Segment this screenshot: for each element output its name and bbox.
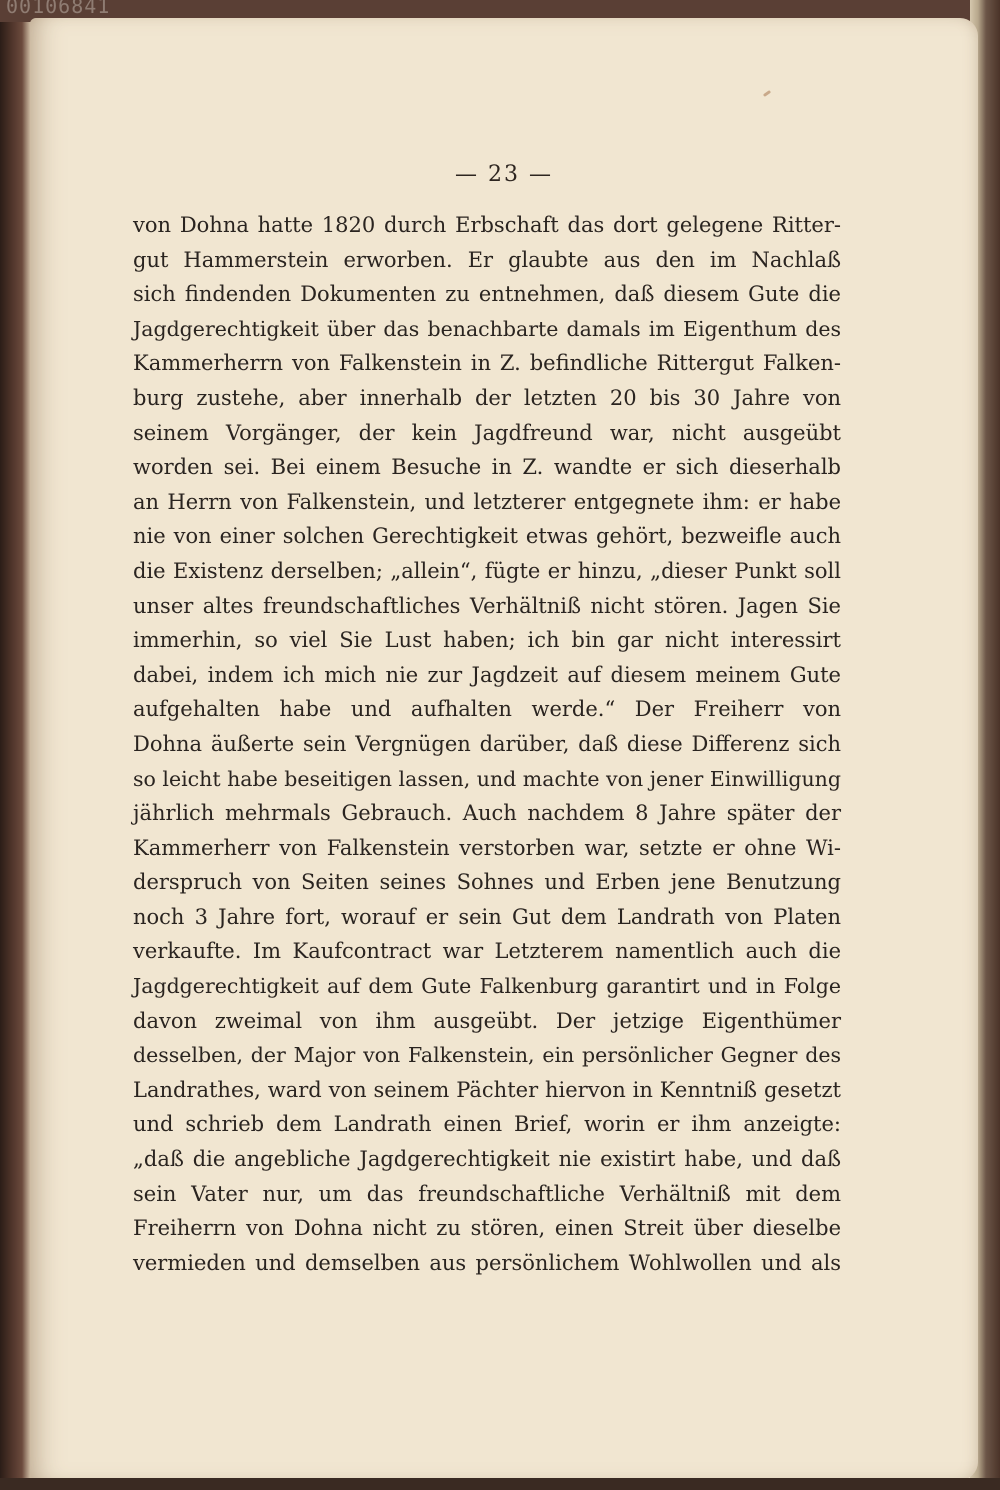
text-line: Jagdgerechtigkeit auf dem Gute Falkenburg garantirt und in Folge bbox=[133, 974, 841, 999]
text-line: jährlich mehrmals Gebrauch. Auch nachdem 8 Jahre später der bbox=[133, 801, 841, 826]
text-line: sich findenden Dokumenten zu entnehmen, daß diesem Gute die bbox=[133, 282, 841, 307]
text-line: dabei, indem ich mich nie zur Jagdzeit auf diesem meinem Gute bbox=[133, 662, 841, 687]
text-line: vermieden und demselben aus persönlichem Wohlwollen und als bbox=[133, 1250, 841, 1275]
scan-footer-strip bbox=[0, 1478, 1000, 1490]
text-line: und schrieb dem Landrath einen Brief, worin er ihm anzeigte: bbox=[133, 1112, 841, 1137]
page-number: — 23 — bbox=[455, 162, 553, 187]
paper-speck bbox=[763, 90, 771, 97]
text-line: so leicht habe beseitigen lassen, und machte von jener Einwilligung bbox=[133, 766, 841, 791]
text-line: worden sei. Bei einem Besuche in Z. wandte er sich dieserhalb bbox=[133, 455, 841, 480]
text-line: gut Hammerstein erworben. Er glaubte aus den im Nachlaß bbox=[133, 247, 841, 272]
text-line: unser altes freundschaftliches Verhältniß nicht stören. Jagen Sie bbox=[133, 593, 841, 618]
text-line: „daß die angebliche Jagdgerechtigkeit nie existirt habe, und daß bbox=[133, 1147, 841, 1172]
text-line: aufgehalten habe und aufhalten werde.“ Der Freiherr von bbox=[133, 697, 841, 722]
text-line: derspruch von Seiten seines Sohnes und Erben jene Benutzung bbox=[133, 870, 841, 895]
text-line: an Herrn von Falkenstein, und letzterer entgegnete ihm: er habe bbox=[133, 489, 841, 514]
text-line: Kammerherr von Falkenstein verstorben war, setzte er ohne Wi- bbox=[133, 835, 841, 860]
text-line: nie von einer solchen Gerechtigkeit etwas gehört, bezweifle auch bbox=[133, 524, 841, 549]
text-line: die Existenz derselben; „allein“, fügte er hinzu, „dieser Punkt soll bbox=[133, 558, 841, 583]
text-line: Freiherrn von Dohna nicht zu stören, einen Streit über dieselbe bbox=[133, 1216, 841, 1241]
text-line: noch 3 Jahre fort, worauf er sein Gut dem Landrath von Platen bbox=[133, 904, 841, 929]
text-line: davon zweimal von ihm ausgeübt. Der jetzige Eigenthümer bbox=[133, 1008, 841, 1033]
text-line: verkaufte. Im Kaufcontract war Letzterem namentlich auch die bbox=[133, 939, 841, 964]
text-line: von Dohna hatte 1820 durch Erbschaft das dort gelegene Ritter- bbox=[133, 213, 841, 237]
text-line: desselben, der Major von Falkenstein, ein persönlicher Gegner des bbox=[133, 1043, 841, 1068]
text-line: Landrathes, ward von seinem Pächter hiervon in Kenntniß gesetzt bbox=[133, 1077, 841, 1102]
text-line: Dohna äußerte sein Vergnügen darüber, daß diese Differenz sich bbox=[133, 731, 841, 756]
text-line: seinem Vorgänger, der kein Jagdfreund war, nicht ausgeübt bbox=[133, 420, 841, 445]
text-line: burg zustehe, aber innerhalb der letzten 20 bis 30 Jahre von bbox=[133, 385, 841, 410]
body-text bbox=[133, 208, 841, 1280]
catalog-number: 00106841 bbox=[6, 0, 111, 18]
text-line: immerhin, so viel Sie Lust haben; ich bin gar nicht interessirt bbox=[133, 628, 841, 653]
text-line: Kammerherrn von Falkenstein in Z. befindliche Rittergut Falken- bbox=[133, 351, 841, 376]
text-line: Jagdgerechtigkeit über das benachbarte damals im Eigenthum des bbox=[133, 316, 841, 341]
text-line: sein Vater nur, um das freundschaftliche Verhältniß mit dem bbox=[133, 1181, 841, 1206]
book-page bbox=[30, 18, 978, 1480]
